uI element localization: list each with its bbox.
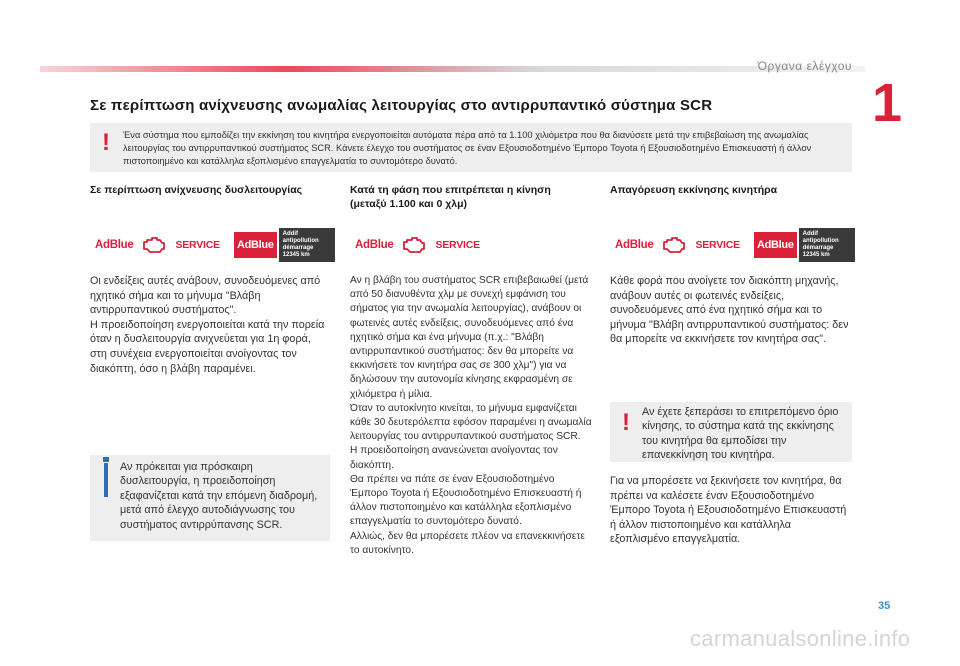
paragraph: Η προειδοποίηση ανανεώνεται ανοίγοντας τον διακόπτη.: [350, 445, 558, 471]
adblue-icon: AdBlue: [95, 239, 134, 251]
column-2-body: [350, 274, 595, 558]
exclamation-icon: !: [102, 129, 110, 156]
page-number: 35: [878, 600, 891, 612]
adblue-icon: AdBlue: [355, 239, 394, 251]
engine-warning-icon: [661, 235, 687, 255]
info-icon-dot: [103, 457, 109, 462]
column-2-heading-line: (μεταξύ 1.100 και 0 χλμ): [350, 198, 468, 210]
chapter-number: 1: [871, 73, 903, 133]
column-3-warning-lights: [615, 228, 855, 262]
display-line: démarrage: [282, 245, 314, 251]
display-line: 12345 km: [802, 252, 830, 258]
info-icon: [104, 463, 108, 497]
exclamation-icon: !: [622, 409, 630, 436]
column-3-body-2: [610, 474, 852, 547]
column-3-heading: [610, 183, 852, 197]
column-1-warning-lights: [95, 228, 335, 262]
instrument-display: [799, 228, 855, 262]
adblue-display-icon: AdBlue: [234, 232, 277, 258]
header-gradient-bar: [40, 66, 865, 72]
paragraph: Όταν το αυτοκίνητο κινείται, το μήνυμα εμφανίζεται κάθε 30 δευτερόλεπτα εφόσον παραμένει η ανωμαλία λειτουργίας του αντιρρυπαντικού συστήματος SCR.: [350, 402, 592, 443]
paragraph: Θα πρέπει να πάτε σε έναν Εξουσιοδοτημένο Έμπορο Toyota ή Εξουσιοδοτημένο Επισκευαστή ή άλλον πιστοποιημένο και κατάλληλα εξοπλισμένο επαγγελματία το συντομότερο δυνατό.: [350, 473, 582, 528]
column-1-heading-line: Σε περίπτωση ανίχνευσης δυσλειτουργίας: [90, 184, 303, 196]
warning-text: Ένα σύστημα που εμποδίζει την εκκίνηση του κινητήρα ενεργοποιείται αυτόματα πέρα από τα 1.100 χιλιόμετρα που θα διανύσετε μετά την επιβεβαίωση της ανωμαλίας λειτουργίας του αντιρρυπαντικού συστήματος SCR. Κάνετε έλεγχο του συστήματος σε έναν Εξουσιοδοτημένο Έμπορο Toyota ή Εξουσιοδοτημένο Επισκευαστή ή άλλον πιστοποιημένο και κατάλληλα εξοπλισμένο επαγγελματία το συντομότερο δυνατό.: [123, 130, 812, 167]
watermark: carmanualsonline.info: [690, 626, 911, 651]
info-text: Αν πρόκειται για πρόσκαιρη δυσλειτουργία, η προειδοποίηση εξαφανίζεται κατά την επόμενη διαδρομή, μετά από έλεγχο αυτοδιάγνωσης του συστήματος αντιρρύπανσης SCR.: [120, 461, 318, 531]
adblue-display-icon: AdBlue: [754, 232, 797, 258]
display-line: antipollution: [282, 238, 319, 244]
display-line: Addif: [802, 231, 818, 237]
column-1-heading: [90, 183, 330, 197]
paragraph: Οι ενδείξεις αυτές ανάβουν, συνοδευόμενες από ηχητικό σήμα και το μήνυμα "Βλάβη αντιρρυπαντικού συστήματος".: [90, 275, 321, 317]
display-line: 12345 km: [282, 252, 310, 258]
column-1-body: [90, 274, 330, 376]
column-3-body: [610, 274, 852, 347]
column-3-heading-line: Απαγόρευση εκκίνησης κινητήρα: [610, 184, 778, 196]
paragraph: Για να μπορέσετε να ξεκινήσετε τον κινητήρα, θα πρέπει να καλέσετε έναν Εξουσιοδοτημένο Έμπορο Toyota ή Εξουσιοδοτημένο Επισκευαστή ή άλλον πιστοποιημένο και κατάλληλα εξοπλισμένο επαγγελματία.: [610, 475, 847, 546]
column-3-warning-box: [610, 402, 852, 462]
paragraph: Αν η βλάβη του συστήματος SCR επιβεβαιωθεί (μετά από 50 διανυθέντα χλμ με συνεχή εμφάνιση του σήματος για την ανωμαλία λειτουργίας), ανάβουν οι φωτεινές αυτές ενδείξεις, συνοδευόμενες από ένα ηχητικό σήμα και ένα μήνυμα (π.χ.: "Βλάβη αντιρρυπαντικού συστήματος: δεν θα μπορείτε να εκκινήσετε τον κινητήρα σας σε 300 χλμ") για να δηλώσουν την αυτονομία κίνησης εκφρασμένη σε χιλιόμετρα ή μίλια.: [350, 275, 589, 400]
info-box: [90, 455, 330, 541]
service-icon: SERVICE: [175, 239, 220, 251]
warning-box: [90, 123, 852, 172]
service-icon: SERVICE: [435, 239, 480, 251]
display-line: Addif: [282, 231, 298, 237]
engine-warning-icon: [401, 235, 427, 255]
column-2-heading-line: Κατά τη φάση που επιτρέπεται η κίνηση: [350, 184, 551, 196]
service-icon: SERVICE: [695, 239, 740, 251]
engine-warning-icon: [141, 235, 167, 255]
section-label: Όργανα ελέγχου: [757, 59, 852, 73]
column-3-warning-text: Αν έχετε ξεπεράσει το επιτρεπόμενο όριο κίνησης, το σύστημα κατά της εκκίνησης του κινητήρα θα εμποδίσει την επανεκκίνηση του κινητήρα.: [642, 406, 839, 462]
adblue-icon: AdBlue: [615, 239, 654, 251]
display-line: antipollution: [802, 238, 839, 244]
display-line: démarrage: [802, 245, 834, 251]
page-title: Σε περίπτωση ανίχνευσης ανωμαλίας λειτουργίας στο αντιρρυπαντικό σύστημα SCR: [90, 97, 713, 114]
column-2-heading: [350, 183, 595, 211]
instrument-display: [279, 228, 335, 262]
paragraph: Αλλιώς, δεν θα μπορέσετε πλέον να επανεκκινήσετε το αυτοκίνητο.: [350, 530, 585, 556]
paragraph: Κάθε φορά που ανοίγετε τον διακόπτη μηχανής, ανάβουν αυτές οι φωτεινές ενδείξεις, συνοδευόμενες από ένα ηχητικό σήμα και το μήνυμα "Βλάβη αντιρρυπαντικού συστήματος: δεν θα μπορείτε να εκκινήσετε τον κινητήρα σας".: [610, 275, 849, 346]
column-2-warning-lights: [355, 228, 494, 262]
paragraph: Η προειδοποίηση ενεργοποιείται κατά την πορεία όταν η δυσλειτουργία ανιχνεύεται για 1η φορά, στη συνέχεια ενεργοποιείται ανοίγοντας τον διακόπτη, όσο η βλάβη παραμένει.: [90, 318, 325, 375]
